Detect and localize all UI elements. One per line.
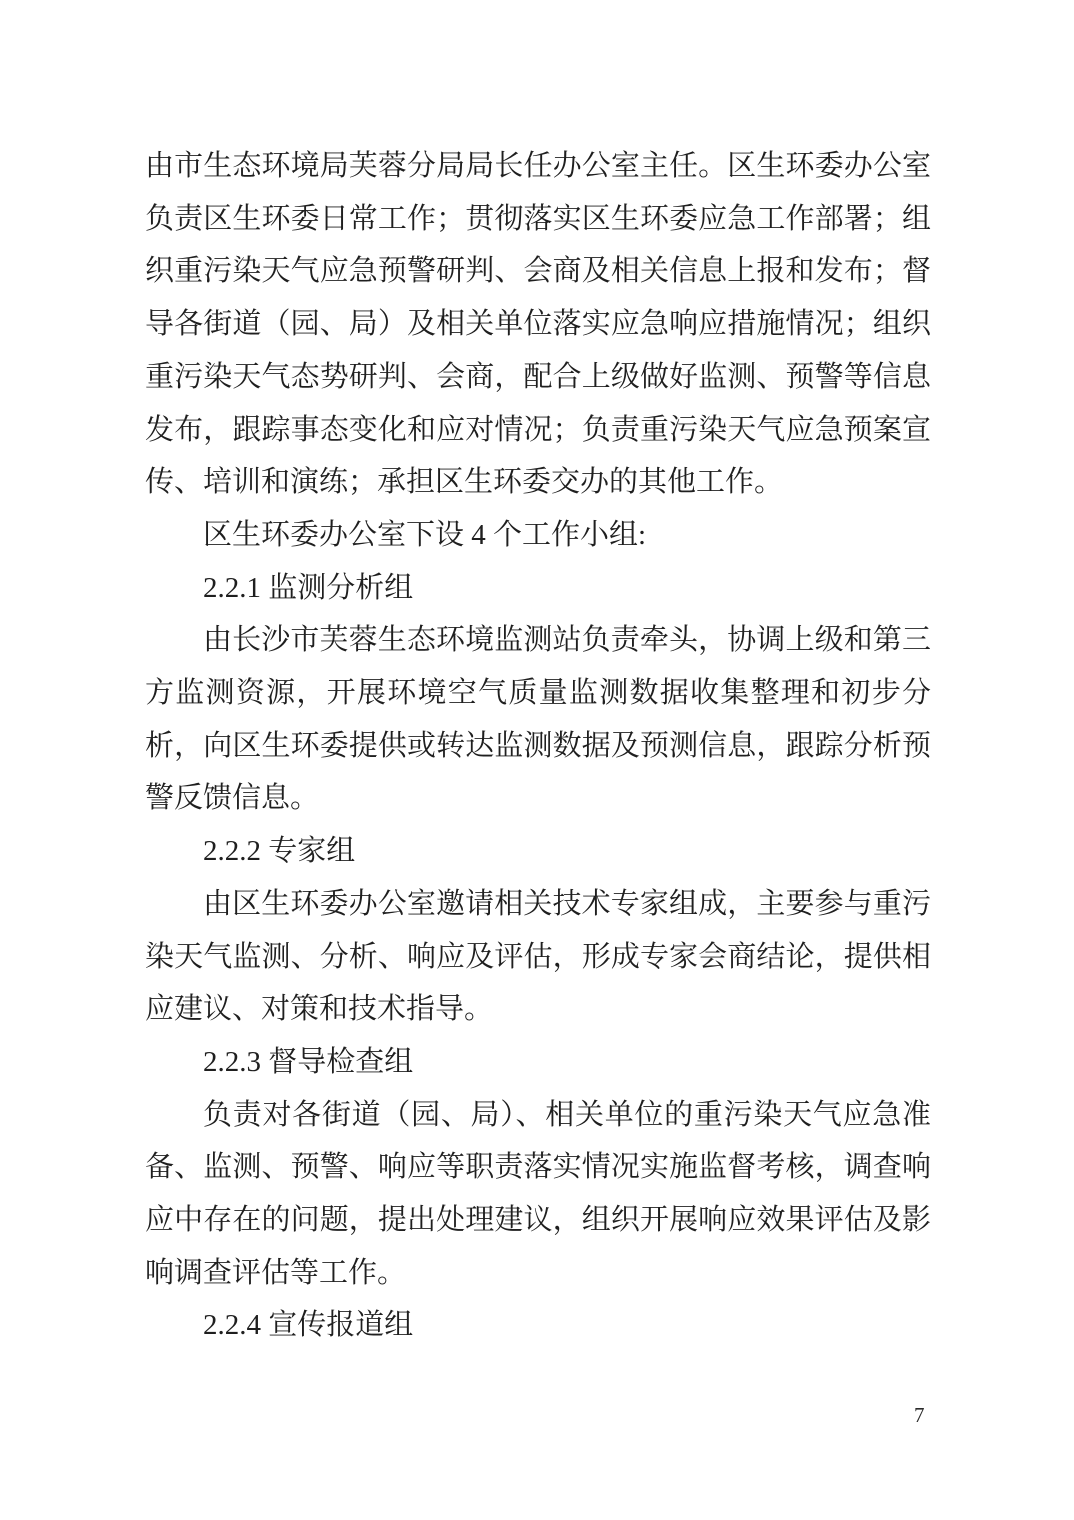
heading-2-2-3-supervision-inspection-group: 2.2.3 督导检查组 (203, 1045, 414, 1078)
heading-2-2-2-expert-group: 2.2.2 专家组 (203, 835, 356, 868)
heading-2-2-4-publicity-reporting-group: 2.2.4 宣传报道组 (203, 1309, 414, 1342)
paragraph-supervision-inspection-group: 负责对各街道（园、局）、相关单位的重污染天气应急准备、监测、预警、响应等职责落实情况实施监督考核，调查响应中存在的问题，提出处理建议，组织开展响应效果评估及影响调查评估等工作。 (145, 1098, 931, 1289)
document-body (145, 140, 931, 1352)
paragraph-monitoring-analysis-group: 由长沙市芙蓉生态环境监测站负责牵头，协调上级和第三方监测资源，开展环境空气质量监测数据收集整理和初步分析，向区生环委提供或转达监测数据及预测信息，跟踪分析预警反馈信息。 (145, 624, 931, 815)
paragraph-workgroups-intro: 区生环委办公室下设 4 个工作小组: (203, 518, 647, 551)
page-number: 7 (914, 1403, 925, 1427)
heading-2-2-1-monitoring-analysis-group: 2.2.1 监测分析组 (203, 571, 414, 604)
paragraph-office-duties-continuation: 由市生态环境局芙蓉分局局长任办公室主任。区生环委办公室负责区生环委日常工作；贯彻落实区生环委应急工作部署；组织重污染天气应急预警研判、会商及相关信息上报和发布；督导各街道（园、局）及相关单位落实应急响应措施情况；组织重污染天气态势研判、会商，配合上级做好监测、预警等信息发布，跟踪事态变化和应对情况；负责重污染天气应急预案宣传、培训和演练；承担区生环委交办的其他工作。 (145, 150, 931, 499)
paragraph-expert-group: 由区生环委办公室邀请相关技术专家组成，主要参与重污染天气监测、分析、响应及评估，形成专家会商结论，提供相应建议、对策和技术指导。 (145, 887, 931, 1026)
